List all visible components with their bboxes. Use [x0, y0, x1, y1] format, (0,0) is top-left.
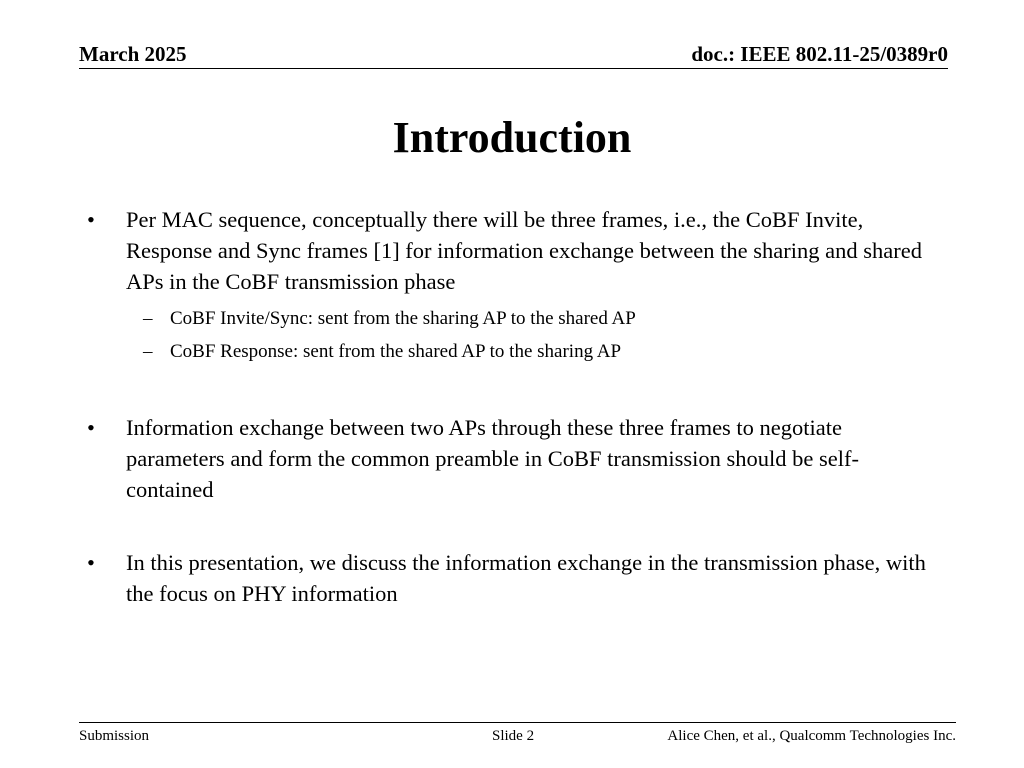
footer-submission: Submission	[79, 728, 150, 744]
footer-divider	[79, 722, 956, 723]
sub-bullet-text: CoBF Invite/Sync: sent from the sharing AP to the shared AP	[170, 308, 636, 329]
sub-bullet-text: CoBF Response: sent from the shared AP to the sharing AP	[170, 341, 622, 362]
sub-bullet-marker: –	[143, 341, 153, 362]
bullet-text: Information exchange between two APs through these three frames to negotiate parameters and form the common preamble in CoBF transmission should be self-contained	[126, 415, 859, 502]
bullet-item	[80, 204, 930, 297]
sub-bullet-marker: –	[143, 308, 153, 329]
slide-title: Introduction	[392, 113, 632, 162]
bullet-item	[80, 547, 930, 609]
bullet-marker: •	[87, 415, 95, 440]
bullet-marker: •	[87, 207, 95, 232]
bullet-marker: •	[87, 550, 95, 575]
bullet-text: In this presentation, we discuss the information exchange in the transmission phase, with the focus on PHY information	[126, 550, 926, 606]
bullet-text: Per MAC sequence, conceptually there will be three frames, i.e., the CoBF Invite, Response and Sync frames [1] for information exchange between the sharing and shared APs in the CoBF transmission phase	[126, 207, 922, 294]
header-divider	[79, 68, 948, 69]
footer-authors: Alice Chen, et al., Qualcomm Technologies Inc.	[667, 728, 956, 744]
header-date: March 2025	[79, 42, 187, 66]
footer-slide-number: Slide 2	[492, 728, 535, 744]
header-doc-id: doc.: IEEE 802.11-25/0389r0	[691, 42, 948, 66]
slide-body	[80, 204, 930, 609]
sub-bullet-item	[80, 302, 930, 335]
bullet-item	[80, 412, 930, 505]
sub-bullet-item	[80, 335, 930, 368]
